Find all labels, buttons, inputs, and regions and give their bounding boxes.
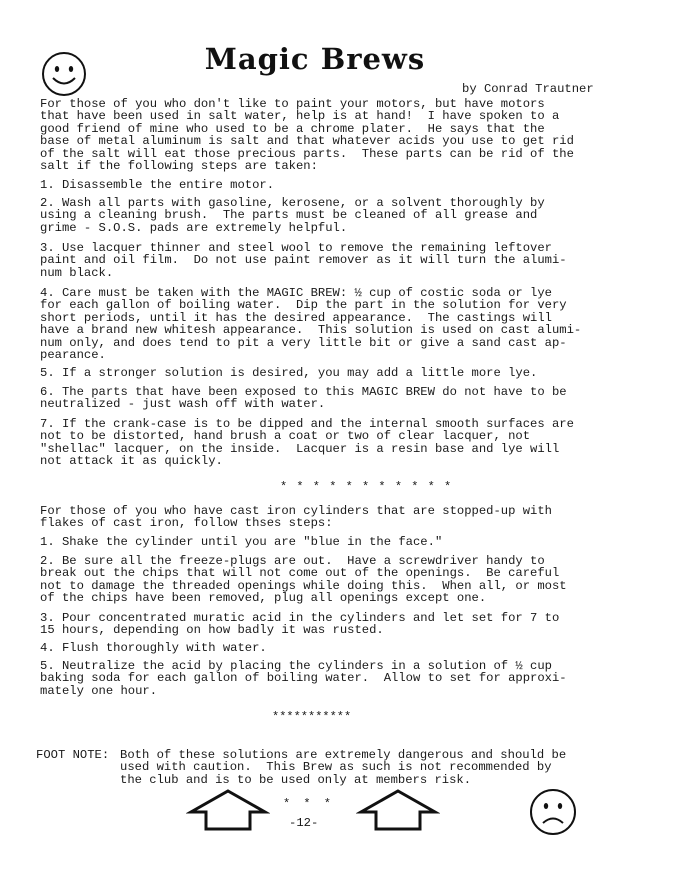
footnote-text: Both of these solutions are extremely dangerous and should be used with caution. This Brew as such is not recommended by the club and is to be used only at members risk. — [120, 748, 567, 787]
section1-step-2: 2. Wash all parts with gasoline, kerosene, or a solvent thoroughly by using a cleaning brush. The parts must be cleaned of all grease and grime - S.O.S. pads are extremely helpful. — [40, 196, 545, 235]
page-number: -12- — [289, 816, 319, 830]
section1-step-6: 6. The parts that have been exposed to this MAGIC BREW do not have to be neutralized - just wash off with water. — [40, 385, 567, 412]
section1-step-5: 5. If a stronger solution is desired, you may add a little more lye. — [40, 366, 538, 380]
section2-step-3: 3. Pour concentrated muratic acid in the cylinders and let set for 7 to 15 hours, depending on how badly it was rusted. — [40, 611, 560, 638]
footnote-label: FOOT NOTE: — [36, 748, 110, 762]
author-byline: by Conrad Trautner — [462, 82, 594, 96]
intro-paragraph-2: For those of you who have cast iron cylinders that are stopped-up with flakes of cast iron, follow thses steps: — [40, 504, 552, 531]
section-separator: * * * * * * * * * * * — [280, 480, 453, 494]
section1-step-4: 4. Care must be taken with the MAGIC BREW: ½ cup of costic soda or lye for each gallon of boiling water. Dip the part in the solution for very short periods, until it has the desired appearance. The castings will have a brand new whitesh appearance. This solution is used on cast alumi- num only, and does tend to pit a very little bit or give a sand cast ap- pearance. — [40, 286, 582, 363]
section1-step-3: 3. Use lacquer thinner and steel wool to remove the remaining leftover paint and oil film. Do not use paint remover as it will turn the alumi- num black. — [40, 241, 567, 280]
section1-step-1: 1. Disassemble the entire motor. — [40, 178, 275, 192]
up-arrow-icon — [356, 788, 440, 832]
section-separator-2: *********** — [272, 710, 352, 724]
section2-step-1: 1. Shake the cylinder until you are "blue in the face." — [40, 535, 443, 549]
up-arrow-icon — [186, 788, 270, 832]
intro-paragraph-1: For those of you who don't like to paint your motors, but have motors that have been used in salt water, help is at hand! I have spoken to a good friend of mine who used to be a chrome plater. He says that the base of metal aluminum is salt and that whatever acids you use to get rid of the salt will eat those precious parts. These parts can be rid of the salt if the following steps are taken: — [40, 97, 574, 174]
smiley-face-icon — [40, 50, 88, 98]
sad-face-icon — [528, 787, 578, 837]
section2-step-5: 5. Neutralize the acid by placing the cylinders in a solution of ½ cup baking soda for each gallon of boiling water. Allow to set for approxi- mately one hour. — [40, 659, 567, 698]
section1-step-7: 7. If the crank-case is to be dipped and the internal smooth surfaces are not to be distorted, hand brush a coat or two of clear lacquer, not "shellac" lacquer, on the inside. Lacquer is a resin base and lye will not attack it as quickly. — [40, 417, 574, 469]
footer-stars: * * * — [283, 797, 335, 811]
section2-step-2: 2. Be sure all the freeze-plugs are out. Have a screwdriver handy to break out the chips that will not come out of the openings. Be careful not to damage the threaded openings while doing this. When all, or most of the chips have been removed, plug all openings except one. — [40, 554, 567, 606]
section2-step-4: 4. Flush thoroughly with water. — [40, 641, 267, 655]
article-title: Magic Brews — [204, 42, 426, 76]
